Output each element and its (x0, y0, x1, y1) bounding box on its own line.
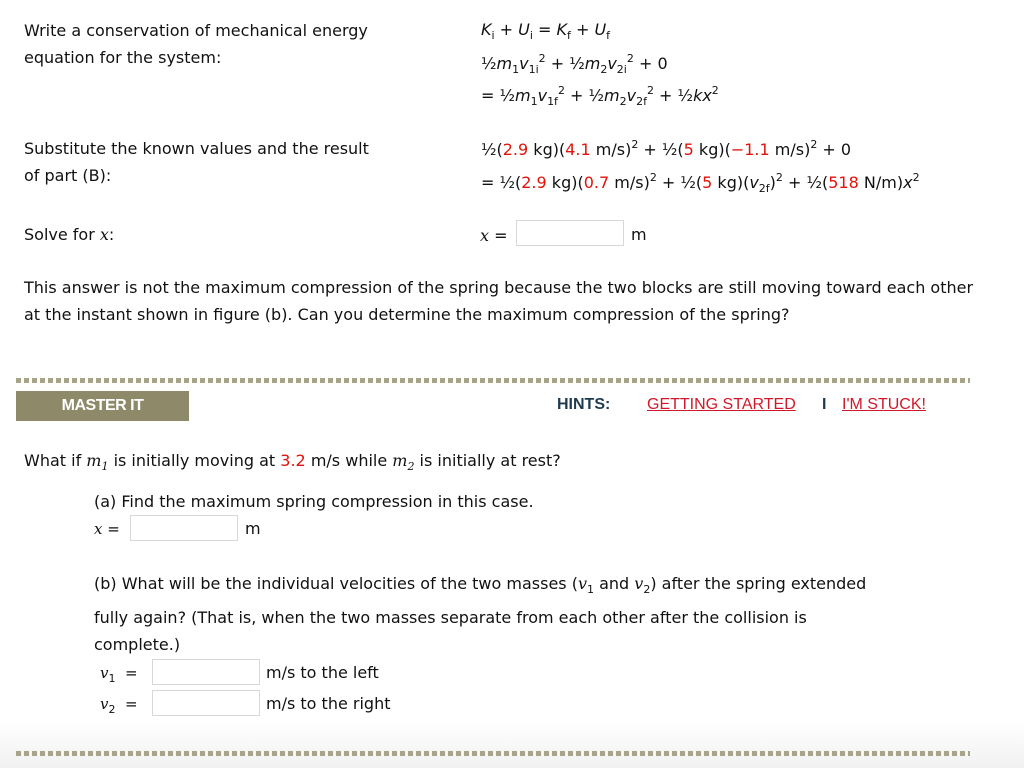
initial-speed: 3.2 (280, 451, 306, 470)
step1-prompt-line1: Write a conservation of mechanical energy (24, 21, 368, 40)
v2-input[interactable] (152, 690, 260, 716)
m2-symbol: $m_2$ (392, 451, 415, 473)
im-stuck-link[interactable]: I'M STUCK! (842, 396, 926, 413)
energy-equation-line1: $K_i + U_i = K_f + U_f$ (481, 20, 611, 42)
bottom-fade (0, 720, 1024, 768)
k-value: 518 (828, 173, 859, 192)
dotted-divider-bottom (16, 751, 970, 756)
m2-value: 5 (683, 140, 694, 159)
m1-value: 2.9 (502, 140, 529, 159)
hints-label: HINTS: (557, 396, 611, 413)
part-b-text-line1: (b) What will be the individual velocities of the two masses ($v_1$ and $v_2$) after the spring extended (94, 574, 867, 596)
v1i-value: 4.1 (565, 140, 591, 159)
part-a-x-label: x = (94, 520, 120, 538)
x-answer-input[interactable] (516, 220, 624, 246)
v1f-value: 0.7 (583, 173, 610, 192)
step2-prompt-line1: Substitute the known values and the result (24, 139, 369, 158)
energy-equation-line2: $\frac{1}{2}m_1v_{1i}^2$ + $\frac{1}{2}m_2v_{2i}^2 + 0$ (481, 52, 668, 76)
step2-prompt-line2: of part (B): (24, 166, 112, 185)
note-paragraph: This answer is not the maximum compression of the spring because the two blocks are still moving toward each other at the instant shown in figure (b). Can you determine the maximum compression of the spring? (24, 278, 974, 324)
part-a-unit: m (245, 519, 261, 538)
part-b-text-line2: fully again? (That is, when the two masses separate from each other after the collision is (94, 608, 807, 627)
m1-symbol: $m_1$ (86, 451, 109, 473)
substituted-equation-line2: = ½(2.9 kg)(0.7 m/s)$^2$ + ½(5 $kg)(v_{2f})^2$ + ½(518 $N/m)x^2$ (481, 171, 920, 195)
hints-separator: I (822, 396, 827, 413)
x-unit: m (631, 225, 647, 244)
substituted-equation-line1: ½(2.9 kg)(4.1 m/s)$^2$ + ½(5 kg)(−1.1 m/s)$^2$ + 0 (481, 138, 852, 159)
dotted-divider-top (16, 378, 970, 383)
step3-prompt: Solve for x: (24, 225, 115, 244)
v2i-value: −1.1 (730, 140, 770, 159)
v1-unit: m/s to the left (266, 663, 379, 682)
v1-input[interactable] (152, 659, 260, 685)
part-b-text-line3: complete.) (94, 635, 181, 654)
v1-label: $v_1$ = (100, 664, 138, 685)
part-a-x-input[interactable] (130, 515, 238, 541)
v2-unit: m/s to the right (266, 694, 391, 713)
x-label: x = (480, 226, 508, 245)
master-it-question: What if $m_1$ is initially moving at 3.2 m/s while $m_2$ is initially at rest? (24, 451, 561, 473)
v2-label: $v_2$ = (100, 695, 138, 716)
step1-prompt-line2: equation for the system: (24, 48, 222, 67)
getting-started-link[interactable]: GETTING STARTED (647, 396, 796, 413)
master-it-button[interactable]: MASTER IT (16, 391, 189, 421)
energy-equation-line3: = $\frac{1}{2}m_1v_{1f}^2$ + $\frac{1}{2}m_2v_{2f}^2$ + $\frac{1}{2}kx^2$ (481, 84, 719, 108)
part-a-text: (a) Find the maximum spring compression in this case. (94, 492, 534, 511)
